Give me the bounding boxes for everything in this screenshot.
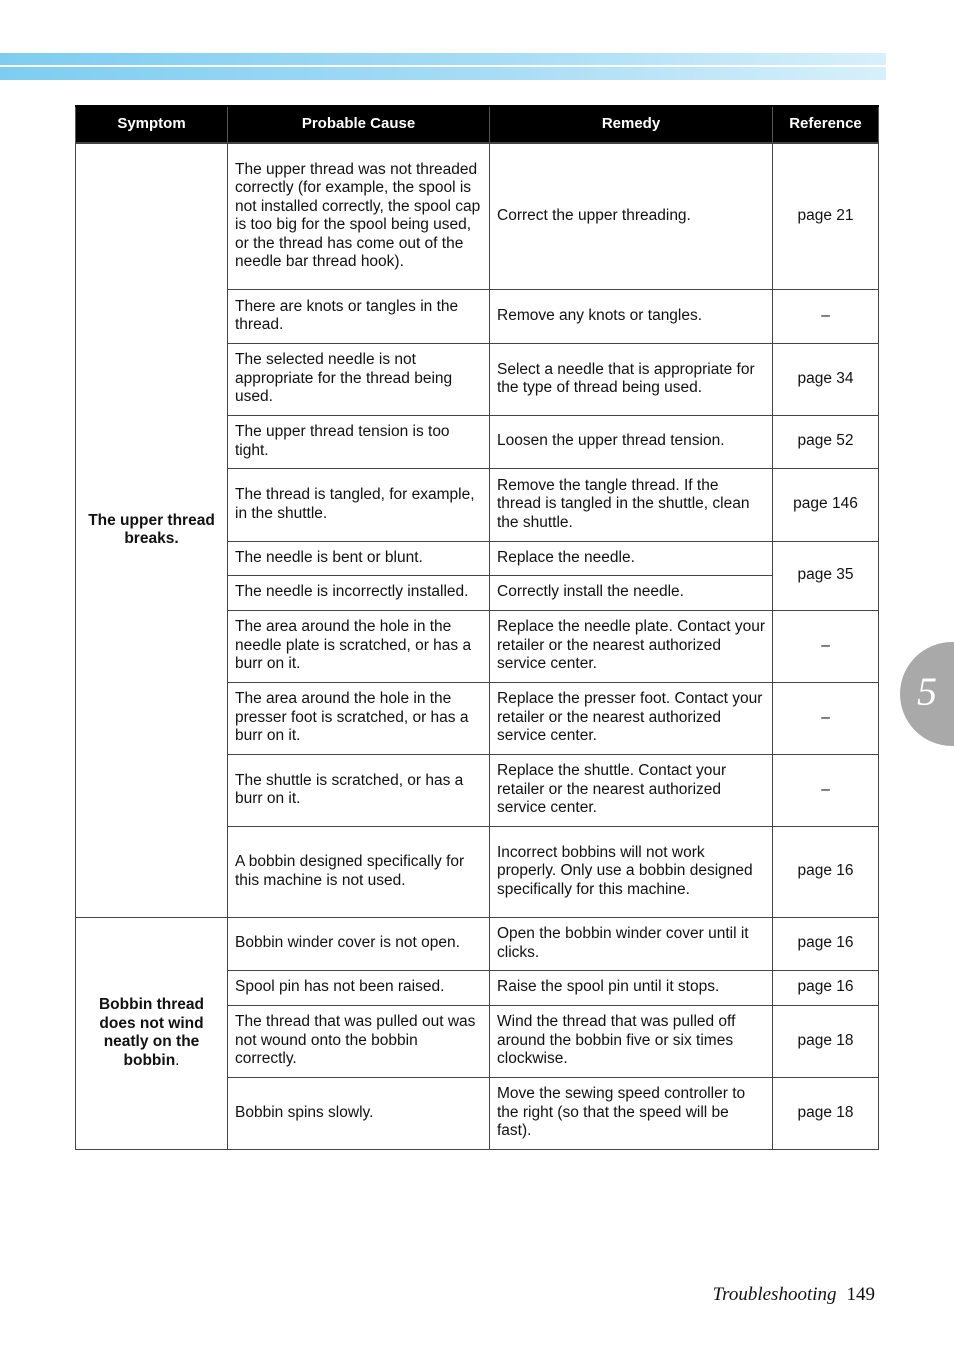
reference-cell: – [773, 610, 879, 682]
chapter-tab [900, 642, 954, 746]
remedy-cell: Remove any knots or tangles. [490, 289, 773, 343]
remedy-cell: Move the sewing speed controller to the right (so that the speed will be fast). [490, 1077, 773, 1149]
table-header-row [76, 106, 879, 143]
cause-cell: The thread that was pulled out was not wound onto the bobbin correctly. [228, 1005, 490, 1077]
reference-cell: – [773, 754, 879, 826]
reference-cell: page 146 [773, 468, 879, 541]
remedy-cell: Loosen the upper thread tension. [490, 415, 773, 468]
symptom-text: The upper thread breaks. [88, 511, 215, 548]
cause-cell: Bobbin spins slowly. [228, 1077, 490, 1149]
footer-page-number: 149 [846, 1284, 875, 1305]
remedy-cell: Select a needle that is appropriate for the type of thread being used. [490, 343, 773, 415]
table-row [76, 917, 879, 970]
reference-cell: page 21 [773, 143, 879, 289]
cause-cell: The selected needle is not appropriate for the thread being used. [228, 343, 490, 415]
remedy-cell: Wind the thread that was pulled off around the bobbin five or six times clockwise. [490, 1005, 773, 1077]
header-reference: Reference [773, 106, 879, 143]
cause-cell: The upper thread tension is too tight. [228, 415, 490, 468]
header-remedy: Remedy [490, 106, 773, 143]
remedy-cell: Replace the presser foot. Contact your retailer or the nearest authorized service center. [490, 682, 773, 754]
header-probable-cause: Probable Cause [228, 106, 490, 143]
remedy-cell: Correct the upper threading. [490, 143, 773, 289]
reference-cell: – [773, 682, 879, 754]
table-row [76, 143, 879, 289]
reference-cell: page 18 [773, 1077, 879, 1149]
chapter-number: 5 [917, 669, 937, 714]
remedy-cell: Open the bobbin winder cover until it clicks. [490, 917, 773, 970]
reference-cell: page 34 [773, 343, 879, 415]
reference-cell: page 18 [773, 1005, 879, 1077]
reference-cell: page 52 [773, 415, 879, 468]
cause-cell: The area around the hole in the presser foot is scratched, or has a burr on it. [228, 682, 490, 754]
remedy-cell: Incorrect bobbins will not work properly. Only use a bobbin designed specifically for this machine. [490, 826, 773, 917]
remedy-cell: Replace the shuttle. Contact your retailer or the nearest authorized service center. [490, 754, 773, 826]
cause-cell: The upper thread was not threaded correctly (for example, the spool is not installed correctly, the spool cap is too big for the spool being used, or the thread has come out of the needle bar thread hook). [228, 143, 490, 289]
cause-cell: The shuttle is scratched, or has a burr on it. [228, 754, 490, 826]
remedy-cell: Remove the tangle thread. If the thread is tangled in the shuttle, clean the shuttle. [490, 468, 773, 541]
troubleshooting-table [75, 105, 879, 1150]
footer-section-title: Troubleshooting [712, 1284, 837, 1305]
cause-cell: The needle is bent or blunt. [228, 541, 490, 575]
symptom-cell [76, 143, 228, 917]
reference-cell: page 16 [773, 970, 879, 1005]
symptom-period: . [175, 1051, 180, 1069]
remedy-cell: Raise the spool pin until it stops. [490, 970, 773, 1005]
header-color-band [0, 53, 886, 80]
reference-cell: page 16 [773, 917, 879, 970]
symptom-text: Bobbin thread does not wind neatly on the bobbin [98, 996, 205, 1069]
remedy-cell: Replace the needle. [490, 541, 773, 575]
cause-cell: The thread is tangled, for example, in the shuttle. [228, 468, 490, 541]
cause-cell: Spool pin has not been raised. [228, 970, 490, 1005]
header-band-line [0, 65, 886, 67]
remedy-cell: Replace the needle plate. Contact your retailer or the nearest authorized service center. [490, 610, 773, 682]
remedy-cell: Correctly install the needle. [490, 575, 773, 610]
symptom-cell [76, 917, 228, 1149]
cause-cell: The area around the hole in the needle plate is scratched, or has a burr on it. [228, 610, 490, 682]
reference-cell: – [773, 289, 879, 343]
cause-cell: A bobbin designed specifically for this machine is not used. [228, 826, 490, 917]
header-symptom: Symptom [76, 106, 228, 143]
page-footer [713, 1284, 875, 1306]
cause-cell: There are knots or tangles in the thread. [228, 289, 490, 343]
reference-cell: page 16 [773, 826, 879, 917]
cause-cell: The needle is incorrectly installed. [228, 575, 490, 610]
reference-cell: page 35 [773, 541, 879, 610]
cause-cell: Bobbin winder cover is not open. [228, 917, 490, 970]
